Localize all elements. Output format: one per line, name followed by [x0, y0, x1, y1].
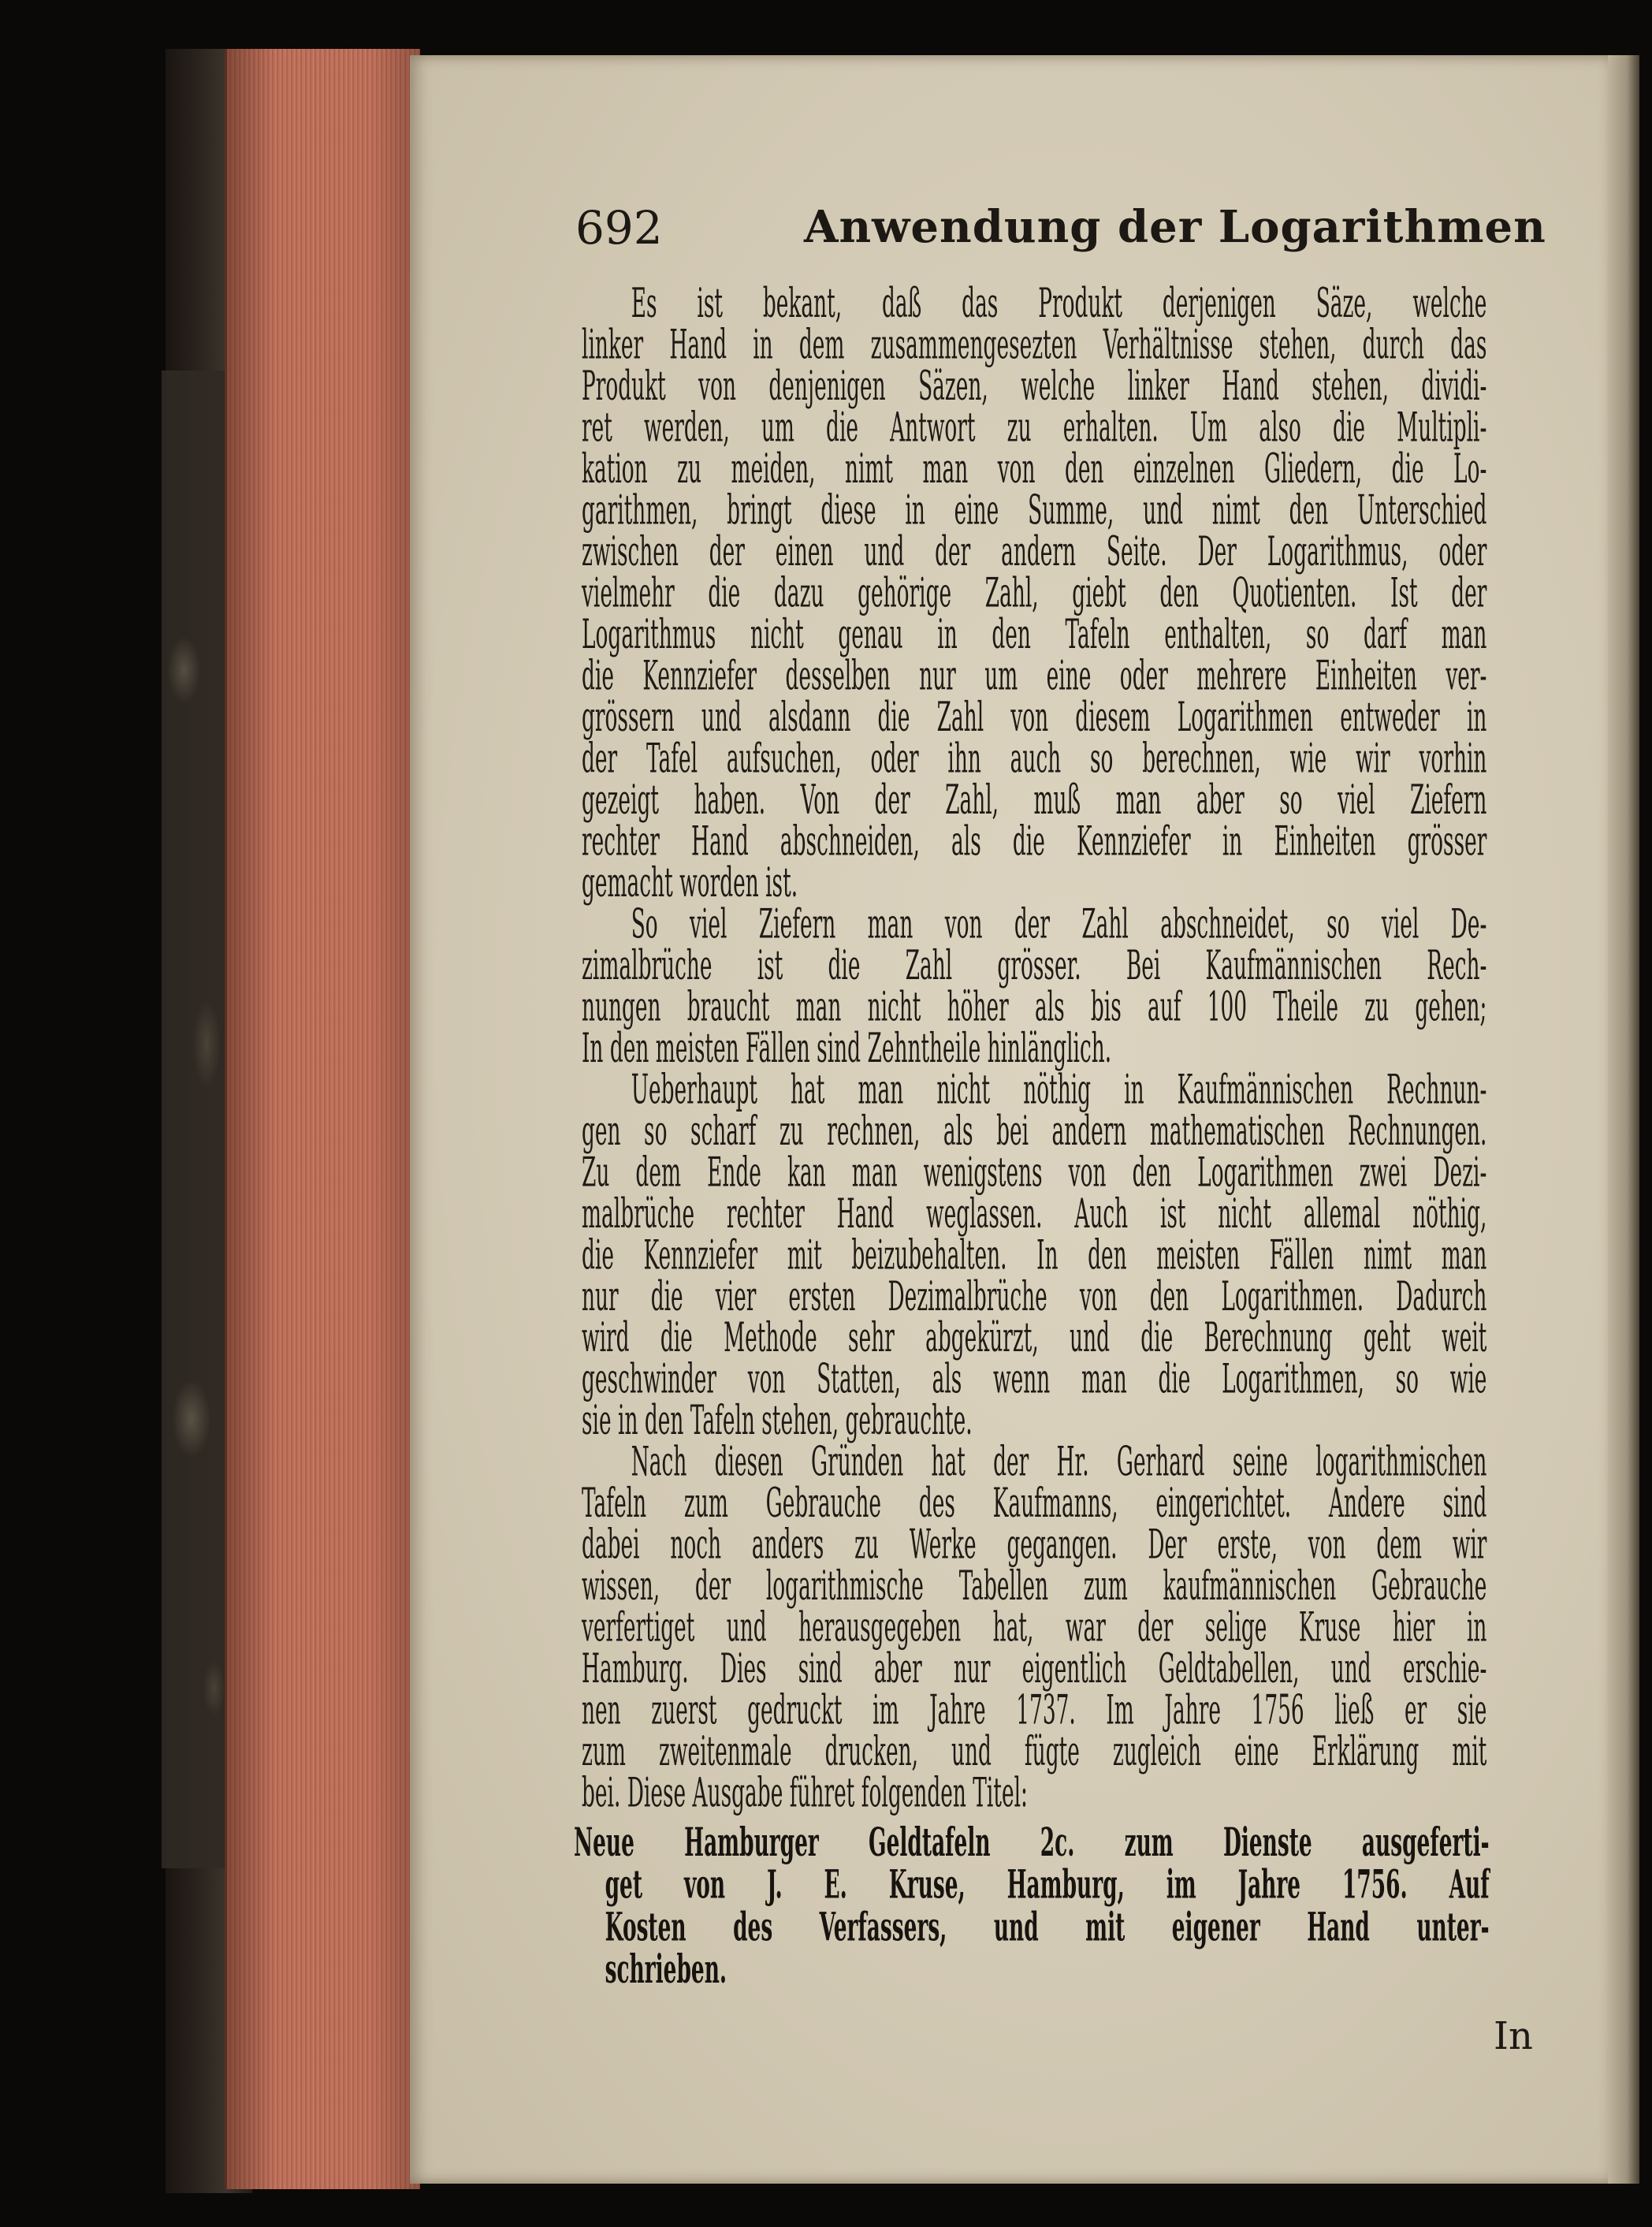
body-text: [582, 281, 1487, 1817]
text-line: die Kennziefer mit beizubehalten. In den meisten Fällen nimt man: [582, 1232, 1487, 1279]
catchword: In: [1494, 2014, 1533, 2058]
page-edges: [225, 49, 420, 2189]
text-line: wissen, der logarithmische Tabellen zum kaufmännischen Gebrauche: [582, 1563, 1487, 1610]
text-line: bei. Diese Ausgabe führet folgenden Titel:: [582, 1770, 1028, 1817]
text-line: gen so scharf zu rechnen, als bei andern mathematischen Rechnungen.: [582, 1108, 1487, 1155]
page-number: 692: [575, 201, 663, 255]
text-line: gemacht worden ist.: [582, 859, 798, 907]
text-line: garithmen, bringt diese in eine Summe, und nimt den Unterschied: [582, 487, 1487, 534]
text-line: der Tafel aufsuchen, oder ihn auch so berechnen, wie wir vorhin: [582, 736, 1487, 783]
text-line: kation zu meiden, nimt man von den einzelnen Gliedern, die Lo-: [582, 446, 1487, 493]
title-line: Neue Hamburger Geldtafeln 2c. zum Dienste ausgeferti-: [574, 1819, 1490, 1866]
text-line: So viel Ziefern man von der Zahl abschneidet, so viel De-: [631, 901, 1487, 948]
text-line: Hamburg. Dies sind aber nur eigentlich Geldtabellen, und erschie-: [582, 1646, 1487, 1693]
text-line: vielmehr die dazu gehörige Zahl, giebt den Quotienten. Ist der: [582, 570, 1487, 617]
text-line: verfertiget und herausgegeben hat, war der selige Kruse hier in: [582, 1604, 1487, 1652]
text-line: linker Hand in dem zusammengesezten Verhältnisse stehen, durch das: [582, 322, 1487, 369]
text-line: Produkt von denjenigen Säzen, welche linker Hand stehen, dividi-: [582, 363, 1487, 410]
book-page: [410, 55, 1616, 2184]
book-title-quote: [574, 1821, 1490, 1991]
title-line: schrieben.: [605, 1946, 727, 1993]
text-line: Logarithmus nicht genau in den Tafeln enthalten, so darf man: [582, 612, 1487, 658]
text-line: In den meisten Fällen sind Zehntheile hinlänglich.: [582, 1025, 1112, 1072]
title-line: Kosten des Verfassers, und mit eigener Hand unter-: [605, 1904, 1490, 1950]
text-line: gezeigt haben. Von der Zahl, muß man aber so viel Ziefern: [582, 776, 1487, 824]
text-line: die Kennziefer desselben nur um eine oder mehrere Einheiten ver-: [582, 653, 1487, 700]
text-line: wird die Methode sehr abgekürzt, und die Berechnung geht weit: [582, 1315, 1487, 1362]
running-head: [410, 201, 1616, 264]
text-line: rechter Hand abschneiden, als die Kennziefer in Einheiten grösser: [582, 818, 1487, 866]
text-line: Nach diesen Gründen hat der Hr. Gerhard seine logarithmischen: [631, 1439, 1487, 1486]
text-line: ret werden, um die Antwort zu erhalten. Um also die Multipli-: [582, 404, 1487, 452]
text-line: Zu dem Ende kan man wenigstens von den Logarithmen zwei Dezi-: [582, 1149, 1487, 1197]
page-gutter: [1608, 55, 1639, 2184]
text-line: zum zweitenmale drucken, und fügte zugleich eine Erklärung mit: [582, 1728, 1487, 1775]
text-line: nur die vier ersten Dezimalbrüche von den Logarithmen. Dadurch: [582, 1273, 1487, 1320]
running-title: Anwendung der Logarithmen: [804, 201, 1546, 253]
text-line: Tafeln zum Gebrauche des Kaufmanns, eingerichtet. Andere sind: [582, 1480, 1487, 1527]
text-line: dabei noch anders zu Werke gegangen. Der erste, von dem wir: [582, 1521, 1487, 1569]
text-line: grössern und alsdann die Zahl von diesem Logarithmen entweder in: [582, 694, 1487, 741]
text-line: nen zuerst gedruckt im Jahre 1737. Im Jahre 1756 ließ er sie: [582, 1687, 1487, 1734]
text-line: Es ist bekant, daß das Produkt derjenigen Säze, welche: [631, 281, 1487, 328]
text-line: geschwinder von Statten, als wenn man die Logarithmen, so wie: [582, 1356, 1487, 1403]
text-line: sie in den Tafeln stehen, gebrauchte.: [582, 1398, 973, 1444]
text-line: malbrüche rechter Hand weglassen. Auch ist nicht allemal nöthig,: [582, 1190, 1487, 1238]
text-line: Ueberhaupt hat man nicht nöthig in Kaufmännischen Rechnun-: [631, 1067, 1487, 1114]
text-line: nungen braucht man nicht höher als bis auf 100 Theile zu gehen;: [582, 984, 1487, 1031]
text-line: zimalbrüche ist die Zahl grösser. Bei Kaufmännischen Rech-: [582, 942, 1487, 989]
title-line: get von J. E. Kruse, Hamburg, im Jahre 1756. Auf: [605, 1861, 1490, 1908]
text-line: zwischen der einen und der andern Seite. Der Logarithmus, oder: [582, 529, 1487, 575]
